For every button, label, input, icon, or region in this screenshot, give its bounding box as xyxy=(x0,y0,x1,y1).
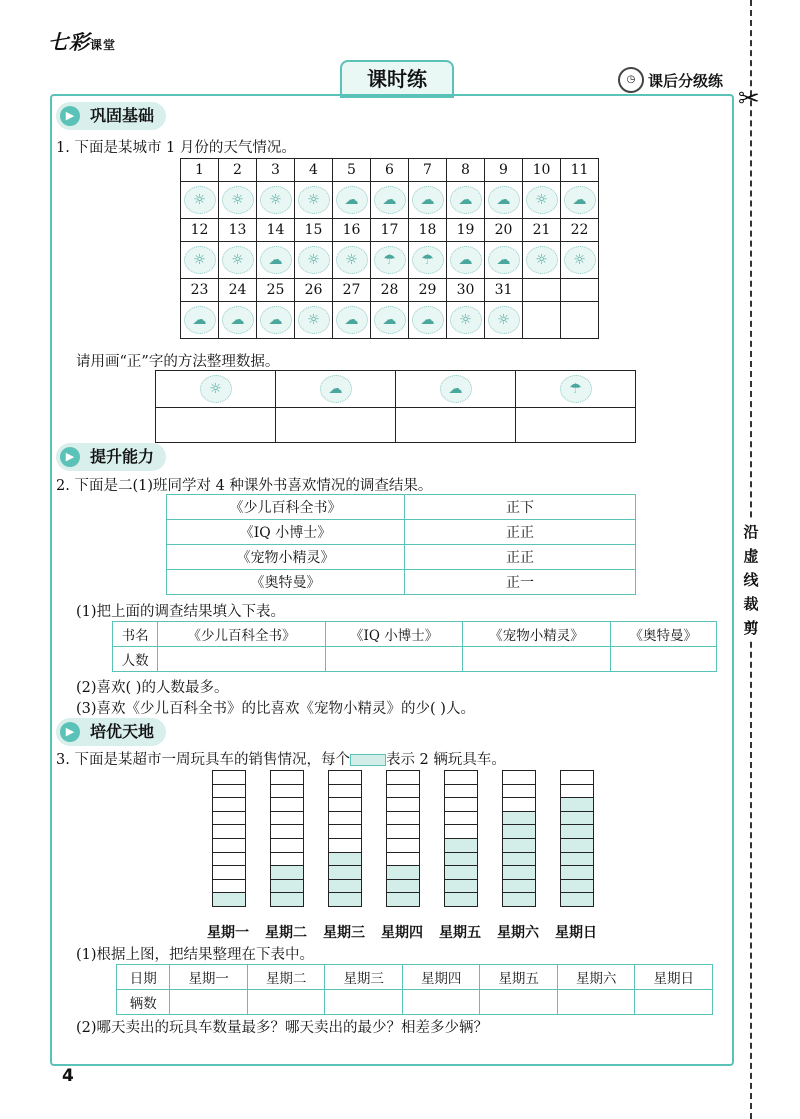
weather-icon: ☂ xyxy=(374,246,406,274)
scissors-icon: ✂ xyxy=(738,84,760,114)
weather-cell xyxy=(181,242,219,279)
bar-cell xyxy=(561,825,593,839)
weather-cell xyxy=(485,182,523,219)
date-header: 星期四 xyxy=(402,965,480,990)
calendar-day: 31 xyxy=(485,279,523,302)
bar-cell xyxy=(271,866,303,880)
bar-cell xyxy=(213,866,245,880)
weather-icon: ☼ xyxy=(184,246,216,274)
book-name: 《IQ 小博士》 xyxy=(167,520,405,545)
cut-char: 剪 xyxy=(743,619,759,637)
calendar-day: 15 xyxy=(295,219,333,242)
bar-cell xyxy=(387,893,419,907)
play-icon: ▶ xyxy=(60,447,80,467)
weather-icon: ☼ xyxy=(184,186,216,214)
bar-cell xyxy=(213,785,245,799)
cut-char: 裁 xyxy=(743,595,759,613)
bar-cell xyxy=(503,866,535,880)
weather-icon: ☁ xyxy=(488,246,520,274)
section-basic: ▶ 巩固基础 xyxy=(56,102,166,130)
weather-icon: ☁ xyxy=(374,306,406,334)
bar-cell xyxy=(271,798,303,812)
weather-cell xyxy=(181,182,219,219)
bar-cell xyxy=(329,839,361,853)
weather-cell xyxy=(257,242,295,279)
date-header: 星期一 xyxy=(170,965,248,990)
q3-sub1: (1)根据上图，把结果整理在下表中。 xyxy=(76,947,315,963)
bar-星期日 xyxy=(560,770,594,907)
calendar-day: 30 xyxy=(447,279,485,302)
bar-cell xyxy=(213,853,245,867)
calendar-day: 10 xyxy=(523,159,561,182)
answer-cell[interactable] xyxy=(247,990,325,1015)
bar-cell xyxy=(213,825,245,839)
weather-icon: ☁ xyxy=(222,306,254,334)
date-header: 星期三 xyxy=(325,965,403,990)
tally-table xyxy=(155,370,636,443)
day-label: 星期三 xyxy=(323,925,365,941)
sales-table xyxy=(116,964,713,1015)
weather-icon: ☼ xyxy=(298,246,330,274)
clock-icon: ◷ xyxy=(618,67,644,93)
bar-星期三 xyxy=(328,770,362,907)
cut-char: 虚 xyxy=(743,547,759,565)
bar-cell xyxy=(387,880,419,894)
weather-icon: ☁ xyxy=(336,186,368,214)
bar-cell xyxy=(445,880,477,894)
bar-星期四 xyxy=(386,770,420,907)
cut-char: 线 xyxy=(743,571,759,589)
date-header: 星期二 xyxy=(247,965,325,990)
weather-icon: ☼ xyxy=(450,306,482,334)
bar-cell xyxy=(561,893,593,907)
tally-instruction: 请用画“正”字的方法整理数据。 xyxy=(76,354,280,370)
weather-cell xyxy=(485,242,523,279)
weather-cell xyxy=(371,302,409,339)
bar-cell xyxy=(271,825,303,839)
bar-cell xyxy=(387,798,419,812)
calendar-day: 27 xyxy=(333,279,371,302)
weather-icon: ☼ xyxy=(564,246,596,274)
q2-sub2: (2)喜欢( )的人数最多。 xyxy=(76,680,229,696)
bar-cell xyxy=(503,853,535,867)
weather-icon: ☁ xyxy=(260,246,292,274)
brand-logo: 七彩课堂 xyxy=(48,30,117,54)
calendar-day: 4 xyxy=(295,159,333,182)
weather-icon: ☼ xyxy=(222,186,254,214)
weather-icon: ☼ xyxy=(298,186,330,214)
bar-cell xyxy=(213,880,245,894)
bar-cell xyxy=(561,866,593,880)
calendar-day: 28 xyxy=(371,279,409,302)
calendar-day xyxy=(523,279,561,302)
bar-cell xyxy=(213,812,245,826)
weather-cell xyxy=(371,182,409,219)
tally-cell[interactable] xyxy=(516,408,636,443)
weather-cell xyxy=(561,242,599,279)
bar-星期五 xyxy=(444,770,478,907)
survey-row xyxy=(167,545,636,570)
tally-marks: 正正 xyxy=(405,545,636,570)
calendar-day: 6 xyxy=(371,159,409,182)
bar-cell xyxy=(329,812,361,826)
bar-cell xyxy=(329,853,361,867)
weather-icon: ☂ xyxy=(560,375,592,403)
survey-row xyxy=(167,520,636,545)
cut-char: 沿 xyxy=(743,523,759,541)
legend-box xyxy=(350,754,386,766)
calendar-day: 23 xyxy=(181,279,219,302)
bar-cell xyxy=(213,798,245,812)
row-label: 辆数 xyxy=(117,990,170,1015)
bar-cell xyxy=(445,812,477,826)
bar-cell xyxy=(503,825,535,839)
calendar-day: 11 xyxy=(561,159,599,182)
bar-cell xyxy=(445,893,477,907)
weather-icon: ☼ xyxy=(336,246,368,274)
weather-cell xyxy=(371,242,409,279)
weather-cell xyxy=(523,242,561,279)
question-2: 2. 下面是二(1)班同学对 4 种课外书喜欢情况的调查结果。 xyxy=(56,478,433,494)
bar-cell xyxy=(445,771,477,785)
weather-cell xyxy=(295,242,333,279)
bar-cell xyxy=(387,853,419,867)
weather-cell xyxy=(447,302,485,339)
bar-cell xyxy=(329,825,361,839)
calendar-day: 2 xyxy=(219,159,257,182)
calendar-day: 14 xyxy=(257,219,295,242)
tally-header xyxy=(156,371,276,408)
bar-cell xyxy=(445,785,477,799)
weather-cell xyxy=(181,302,219,339)
bar-cell xyxy=(387,866,419,880)
weather-cell xyxy=(409,242,447,279)
answer-cell[interactable] xyxy=(158,647,326,672)
weather-cell xyxy=(447,242,485,279)
book-name: 《少儿百科全书》 xyxy=(167,495,405,520)
weather-icon: ☼ xyxy=(526,186,558,214)
bar-cell xyxy=(329,866,361,880)
weather-cell xyxy=(295,182,333,219)
bar-cell xyxy=(329,798,361,812)
weather-cell xyxy=(523,302,561,339)
weather-icon: ☼ xyxy=(488,306,520,334)
bar-星期六 xyxy=(502,770,536,907)
weather-cell xyxy=(561,182,599,219)
book-name: 《宠物小精灵》 xyxy=(167,545,405,570)
book-header: 《少儿百科全书》 xyxy=(158,622,326,647)
bar-cell xyxy=(503,771,535,785)
bar-cell xyxy=(271,839,303,853)
bar-cell xyxy=(271,880,303,894)
calendar-day: 3 xyxy=(257,159,295,182)
weather-icon: ☁ xyxy=(184,306,216,334)
bar-cell xyxy=(561,839,593,853)
weather-icon: ☁ xyxy=(374,186,406,214)
calendar-day: 20 xyxy=(485,219,523,242)
calendar-day: 12 xyxy=(181,219,219,242)
calendar-day: 13 xyxy=(219,219,257,242)
date-header: 星期五 xyxy=(480,965,558,990)
calendar-day: 1 xyxy=(181,159,219,182)
weather-cell xyxy=(333,242,371,279)
book-count-table xyxy=(112,621,717,672)
calendar-day: 29 xyxy=(409,279,447,302)
bar-cell xyxy=(387,839,419,853)
bar-cell xyxy=(561,853,593,867)
bar-星期一 xyxy=(212,770,246,907)
bar-cell xyxy=(271,812,303,826)
weather-icon: ☁ xyxy=(450,246,482,274)
bar-cell xyxy=(561,812,593,826)
tally-cell[interactable] xyxy=(276,408,396,443)
bar-cell xyxy=(503,880,535,894)
weather-cell xyxy=(219,302,257,339)
weather-icon: ☁ xyxy=(450,186,482,214)
weather-icon: ☼ xyxy=(222,246,254,274)
bar-星期二 xyxy=(270,770,304,907)
page-title: 课时练 xyxy=(340,60,454,98)
bar-cell xyxy=(445,866,477,880)
calendar-day: 18 xyxy=(409,219,447,242)
bar-cell xyxy=(561,798,593,812)
day-labels xyxy=(207,922,597,942)
bar-cell xyxy=(387,812,419,826)
bar-cell xyxy=(503,839,535,853)
day-label: 星期一 xyxy=(207,925,249,941)
calendar-day: 26 xyxy=(295,279,333,302)
bar-cell xyxy=(329,771,361,785)
calendar-day: 16 xyxy=(333,219,371,242)
bar-cell xyxy=(213,839,245,853)
day-label: 星期日 xyxy=(555,925,597,941)
weather-cell xyxy=(333,182,371,219)
book-header: 《宠物小精灵》 xyxy=(463,622,610,647)
bar-cell xyxy=(271,853,303,867)
question-1: 1. 下面是某城市 1 月份的天气情况。 xyxy=(56,140,296,156)
q2-sub3: (3)喜欢《少儿百科全书》的比喜欢《宠物小精灵》的少( )人。 xyxy=(76,701,475,717)
calendar-day: 24 xyxy=(219,279,257,302)
weather-icon: ☁ xyxy=(488,186,520,214)
weather-cell xyxy=(257,182,295,219)
weather-icon: ☁ xyxy=(320,375,352,403)
bar-cell xyxy=(561,771,593,785)
tally-marks: 正一 xyxy=(405,570,636,595)
cut-instruction xyxy=(742,520,760,640)
weather-icon: ☁ xyxy=(336,306,368,334)
day-label: 星期六 xyxy=(497,925,539,941)
survey-table xyxy=(166,494,636,595)
bar-cell xyxy=(445,853,477,867)
weather-icon: ☼ xyxy=(526,246,558,274)
calendar-day: 19 xyxy=(447,219,485,242)
calendar-day xyxy=(561,279,599,302)
weather-icon: ☼ xyxy=(200,375,232,403)
answer-cell[interactable] xyxy=(557,990,635,1015)
bar-cell xyxy=(271,771,303,785)
weather-icon: ☂ xyxy=(412,246,444,274)
survey-row xyxy=(167,495,636,520)
bar-cell xyxy=(503,785,535,799)
bar-cell xyxy=(213,771,245,785)
bar-cell xyxy=(561,785,593,799)
bar-cell xyxy=(271,785,303,799)
weather-icon: ☼ xyxy=(260,186,292,214)
bar-cell xyxy=(387,825,419,839)
play-icon: ▶ xyxy=(60,106,80,126)
book-name: 《奥特曼》 xyxy=(167,570,405,595)
bar-cell xyxy=(503,812,535,826)
weather-icon: ☁ xyxy=(564,186,596,214)
weather-cell xyxy=(219,182,257,219)
date-header: 星期日 xyxy=(635,965,713,990)
weather-cell xyxy=(333,302,371,339)
page-number: 4 xyxy=(62,1066,74,1086)
bar-cell xyxy=(503,798,535,812)
tally-header xyxy=(516,371,636,408)
day-label: 星期二 xyxy=(265,925,307,941)
answer-cell[interactable] xyxy=(635,990,713,1015)
level-label: 课后分级练 xyxy=(648,72,724,90)
bar-cell xyxy=(329,880,361,894)
answer-cell[interactable] xyxy=(325,647,463,672)
calendar-day: 22 xyxy=(561,219,599,242)
tally-cell[interactable] xyxy=(396,408,516,443)
weather-icon: ☁ xyxy=(260,306,292,334)
weather-cell xyxy=(447,182,485,219)
bar-cell xyxy=(503,893,535,907)
day-label: 星期五 xyxy=(439,925,481,941)
calendar-day: 7 xyxy=(409,159,447,182)
bar-cell xyxy=(387,785,419,799)
q2-sub1: (1)把上面的调查结果填入下表。 xyxy=(76,604,286,620)
day-label: 星期四 xyxy=(381,925,423,941)
weather-cell xyxy=(295,302,333,339)
answer-cell[interactable] xyxy=(463,647,610,672)
calendar-day: 9 xyxy=(485,159,523,182)
row-label: 人数 xyxy=(113,647,158,672)
tally-cell[interactable] xyxy=(156,408,276,443)
bar-cell xyxy=(445,825,477,839)
date-header: 日期 xyxy=(117,965,170,990)
weather-cell xyxy=(409,302,447,339)
weather-icon: ☁ xyxy=(412,306,444,334)
bar-cell xyxy=(329,893,361,907)
tally-header xyxy=(276,371,396,408)
bar-cell xyxy=(445,798,477,812)
question-3: 3. 下面是某超市一周玩具车的销售情况，每个 表示 2 辆玩具车。 xyxy=(56,752,506,768)
section-improve: ▶ 提升能力 xyxy=(56,443,166,471)
bar-cell xyxy=(445,839,477,853)
tally-marks: 正正 xyxy=(405,520,636,545)
weather-cell xyxy=(561,302,599,339)
answer-cell[interactable] xyxy=(480,990,558,1015)
weather-cell xyxy=(219,242,257,279)
book-header: 《IQ 小博士》 xyxy=(325,622,463,647)
calendar-day: 21 xyxy=(523,219,561,242)
bar-cell xyxy=(561,880,593,894)
weather-cell xyxy=(257,302,295,339)
answer-cell[interactable] xyxy=(402,990,480,1015)
weather-cell xyxy=(409,182,447,219)
date-header: 星期六 xyxy=(557,965,635,990)
tally-header xyxy=(396,371,516,408)
calendar-day: 8 xyxy=(447,159,485,182)
bar-cell xyxy=(329,785,361,799)
weather-icon: ☼ xyxy=(298,306,330,334)
sales-chart xyxy=(212,770,592,920)
weather-icon: ☁ xyxy=(440,375,472,403)
calendar-day: 5 xyxy=(333,159,371,182)
answer-cell[interactable] xyxy=(325,990,403,1015)
calendar-day: 25 xyxy=(257,279,295,302)
q3-sub2: (2)哪天卖出的玩具车数量最多？哪天卖出的最少？相差多少辆？ xyxy=(76,1020,489,1036)
weather-cell xyxy=(485,302,523,339)
bar-cell xyxy=(213,893,245,907)
bar-cell xyxy=(387,771,419,785)
play-icon: ▶ xyxy=(60,722,80,742)
answer-cell[interactable] xyxy=(170,990,248,1015)
calendar-day: 17 xyxy=(371,219,409,242)
weather-cell xyxy=(523,182,561,219)
weather-icon: ☁ xyxy=(412,186,444,214)
book-header: 书名 xyxy=(113,622,158,647)
weather-calendar xyxy=(180,158,599,339)
book-header: 《奥特曼》 xyxy=(610,622,716,647)
bar-cell xyxy=(271,893,303,907)
answer-cell[interactable] xyxy=(610,647,716,672)
section-advanced: ▶ 培优天地 xyxy=(56,718,166,746)
survey-row xyxy=(167,570,636,595)
tally-marks: 正下 xyxy=(405,495,636,520)
